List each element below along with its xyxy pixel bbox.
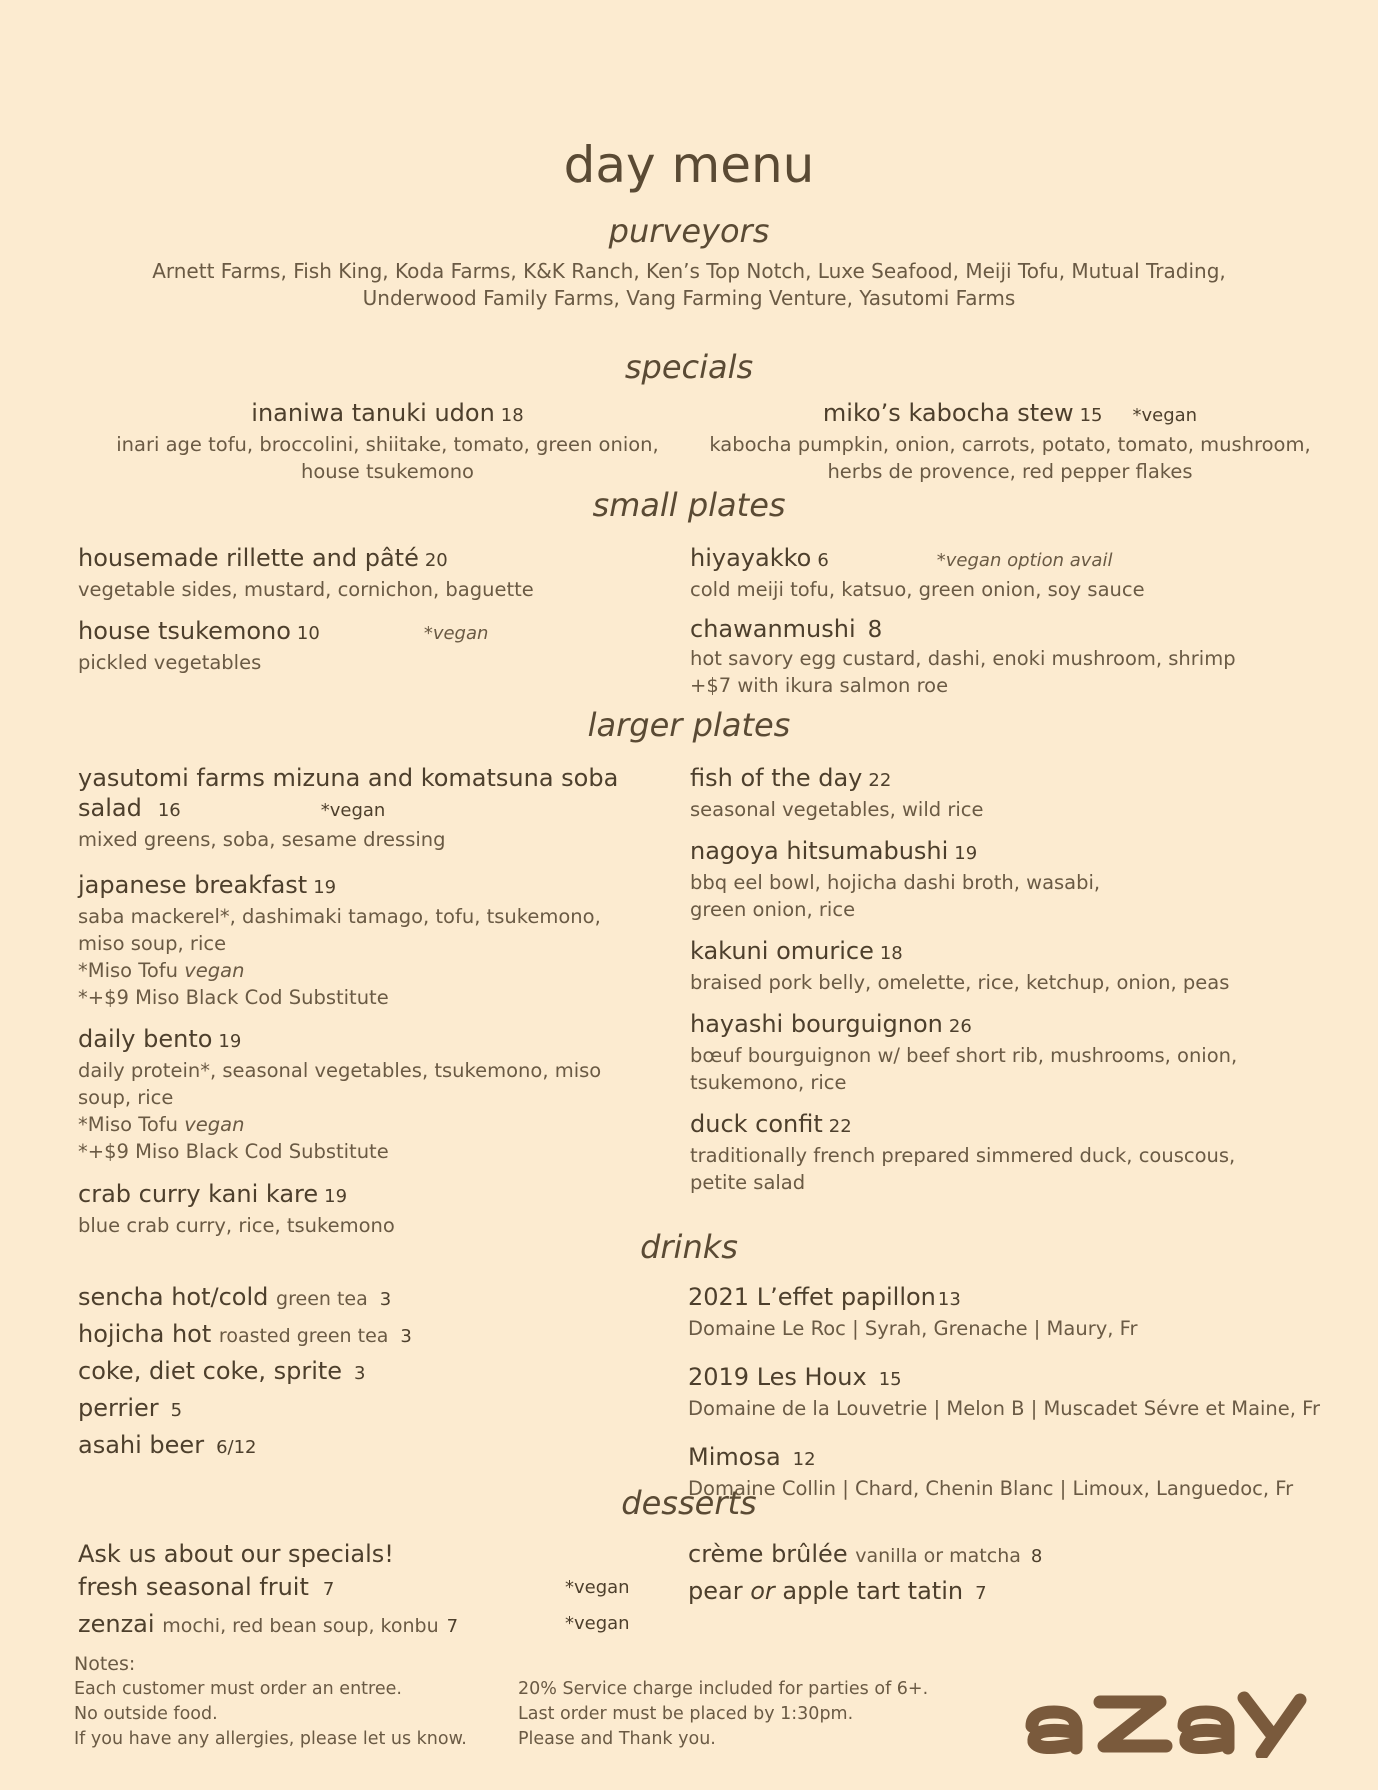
vegan-tag: *vegan [565,1613,630,1634]
item-description: kabocha pumpkin, onion, carrots, potato, tomato, mushroom, [709,433,1311,456]
dessert-price: 8 [1030,1546,1043,1567]
menu-item [690,1109,1310,1196]
dessert-name: crème brûlée [688,1540,848,1568]
wine-list [688,1282,1368,1502]
vegan-tag: *vegan [565,1577,630,1598]
item-description: daily protein*, seasonal vegetables, tsukemono, miso [78,1059,602,1082]
notes-right [518,1677,978,1752]
item-name: chawanmushi [690,615,856,643]
item-name: inaniwa tanuki udon [251,399,495,427]
item-price: 20 [424,550,448,571]
item-price: 22 [828,1116,852,1137]
drink-price: 3 [354,1363,366,1384]
dessert-name: pear [688,1577,743,1605]
item-description: cold meiji tofu, katsuo, green onion, soy sauce [690,578,1145,601]
item-description: bœuf bourguignon w/ beef short rib, mushrooms, onion, [690,1044,1238,1067]
note-line: Please and Thank you. [518,1729,716,1749]
item-description: traditionally french prepared simmered duck, couscous, [690,1144,1236,1167]
dessert-name: fresh seasonal fruit [78,1573,309,1601]
note-line: If you have any allergies, please let us know. [74,1729,467,1749]
item-description: bbq eel bowl, hojicha dashi broth, wasabi, [690,871,1101,894]
drink-price: 3 [379,1289,392,1310]
item-name: nagoya hitsumabushi [690,837,949,865]
item-name: japanese breakfast [78,871,308,899]
item-name: crab curry kani kare [78,1180,319,1208]
option-text: *Miso Tofu [78,959,179,982]
option-italic: vegan [184,1113,245,1136]
page-title: day menu [563,136,815,194]
specials-prompt: Ask us about our specials! [78,1540,394,1568]
item-description: tsukemono, rice [690,1071,847,1094]
menu-item [78,870,698,1011]
wine-price: 12 [792,1449,816,1470]
item-price: 19 [324,1186,348,1207]
desserts-left [78,1538,638,1645]
drink-price: 5 [170,1400,183,1421]
note-line: No outside food. [74,1704,218,1724]
item-description: soup, rice [78,1086,174,1109]
drinks-heading: drinks [640,1228,738,1266]
wine-price: 13 [937,1289,961,1310]
item-description: pickled vegetables [78,651,262,674]
drink-price: 3 [400,1326,412,1347]
item-description: petite salad [690,1171,806,1194]
option-text: *+$9 Miso Black Cod Substitute [78,986,389,1009]
wine-description: Domaine de la Louvetrie | Melon B | Muscadet Sévre et Maine, Fr [688,1397,1320,1420]
wine-description: Domaine Collin | Chard, Chenin Blanc | Limoux, Languedoc, Fr [688,1477,1294,1500]
vegan-tag: *vegan [423,623,489,644]
item-description: inari age tofu, broccolini, shiitake, tomato, green onion, [116,433,659,456]
note-line: Each customer must order an entree. [74,1679,402,1699]
item-description: herbs de provence, red pepper flakes [827,460,1193,483]
purveyors-line-2: Underwood Family Farms, Vang Farming Venture, Yasutomi Farms [362,286,1016,310]
drink-name: sencha hot/cold [78,1283,269,1311]
wine-name: 2021 L’effet papillon [688,1283,936,1311]
item-price: 6 [817,550,829,571]
item-description: saba mackerel*, dashimaki tamago, tofu, tsukemono, [78,905,601,928]
dessert-name: apple tart tatin [782,1577,964,1605]
dessert-price: 7 [322,1579,335,1600]
dessert-name-or: or [750,1577,775,1605]
menu-item [78,1024,698,1165]
desserts-right [688,1538,1328,1612]
drink-note: roasted green tea [218,1325,389,1347]
drink-price: 6/12 [216,1437,257,1458]
menu-item [690,1009,1310,1096]
item-addon: +$7 with ikura salmon roe [690,674,949,697]
item-description: mixed greens, soba, sesame dressing [78,828,446,851]
item-description: seasonal vegetables, wild rice [690,798,984,821]
item-name: daily bento [78,1025,213,1053]
drink-name: coke, diet coke, sprite [78,1357,343,1385]
note-line: Last order must be placed by 1:30pm. [518,1704,854,1724]
item-name: hiyayakko [690,544,812,572]
item-name: house tsukemono [78,617,291,645]
wine-name: 2019 Les Houx [688,1363,867,1391]
option-italic: vegan [184,959,245,982]
menu-item [78,616,698,676]
item-price: 19 [313,877,337,898]
item-price: 19 [218,1031,242,1052]
vegan-option-tag: *vegan option avail [936,550,1113,571]
item-price: 18 [879,943,903,964]
menu-item [78,763,698,853]
item-description: green onion, rice [690,898,856,921]
item-price: 16 [157,800,181,821]
option-text: *Miso Tofu [78,1113,179,1136]
item-price: 19 [954,843,978,864]
dessert-note: mochi, red bean soup, konbu [162,1615,439,1637]
item-price: 15 [1079,405,1103,426]
drink-name: asahi beer [78,1431,205,1459]
item-description: blue crab curry, rice, tsukemono [78,1214,395,1237]
small-plates-heading: small plates [592,486,786,524]
drink-name: perrier [78,1394,159,1422]
item-description: miso soup, rice [78,932,227,955]
dessert-price: 7 [446,1616,459,1637]
special-item [90,398,685,485]
larger-plates-heading: larger plates [587,706,791,744]
item-description: braised pork belly, omelette, rice, ketchup, onion, peas [690,971,1230,994]
notes-left [74,1652,524,1752]
item-description: hot savory egg custard, dashi, enoki mushroom, shrimp [690,647,1236,670]
drink-note: green tea [276,1288,368,1310]
dessert-note: vanilla or matcha [855,1545,1021,1567]
item-name: fish of the day [690,764,863,792]
purveyors-line-1: Arnett Farms, Fish King, Koda Farms, K&K Ranch, Ken’s Top Notch, Luxe Seafood, Meiji Tofu, Mutual Trading, [152,259,1226,283]
drinks-list [78,1280,638,1465]
item-price: 10 [296,623,320,644]
item-name: salad [78,794,142,822]
wine-name: Mimosa [688,1443,781,1471]
item-price: 26 [948,1016,972,1037]
item-name: yasutomi farms mizuna and komatsuna soba [78,764,619,792]
vegan-tag: *vegan [1132,405,1198,426]
wine-description: Domaine Le Roc | Syrah, Grenache | Maury, Fr [688,1317,1138,1340]
menu-item [78,543,698,603]
menu-item [690,936,1310,996]
specials-heading: specials [624,348,754,386]
azay-logo [1018,1688,1308,1758]
menu-item [690,763,1310,823]
wine-price: 15 [878,1369,902,1390]
notes-heading: Notes: [74,1653,136,1675]
purveyors-heading: purveyors [608,212,770,250]
menu-item [690,543,1310,603]
desserts-heading: desserts [621,1484,757,1522]
item-price: 22 [868,770,892,791]
special-item [690,398,1330,485]
item-name: housemade rillette and pâté [78,544,419,572]
menu-item [690,836,1310,923]
vegan-tag: *vegan [320,800,386,821]
item-price: 18 [500,405,524,426]
item-price: 8 [867,617,883,643]
item-name: kakuni omurice [690,937,874,965]
note-line: 20% Service charge included for parties of 6+. [518,1679,929,1699]
dessert-price: 7 [975,1583,987,1604]
item-description: vegetable sides, mustard, cornichon, baguette [78,578,534,601]
option-text: *+$9 Miso Black Cod Substitute [78,1140,389,1163]
menu-item [690,614,1310,699]
drink-name: hojicha hot [78,1320,212,1348]
item-description: house tsukemono [301,460,474,483]
logo-graphic [1018,1688,1308,1758]
item-name: miko’s kabocha stew [822,399,1074,427]
item-name: duck confit [690,1110,823,1138]
item-name: hayashi bourguignon [690,1010,943,1038]
dessert-name: zenzai [78,1610,155,1638]
